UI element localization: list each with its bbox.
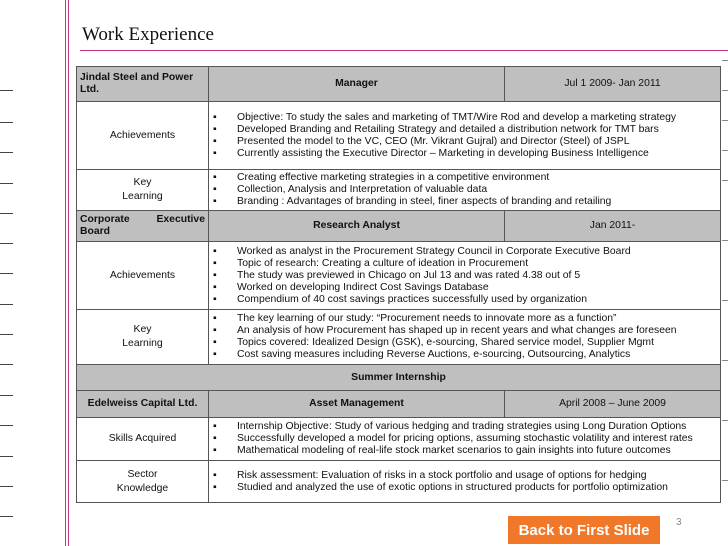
list-item: ▪ Compendium of 40 cost savings practices successfully used by organization [213,293,587,305]
section-label: Key Learning [77,170,209,211]
list-item: ▪ Branding : Advantages of branding in steel, finer aspects of branding and retailing [213,196,612,207]
section-label: Key Learning [77,310,209,365]
bullet-icon: ▪ [213,313,217,324]
margin-tick [0,395,13,396]
section-label: Achievements [77,102,209,170]
margin-tick-right [722,420,728,421]
margin-tick-right [722,360,728,361]
margin-tick [0,243,13,244]
job-header-row [77,211,721,242]
margin-tick [0,90,13,91]
bullet-icon: ▪ [213,421,217,432]
bullet-icon: ▪ [213,433,217,444]
internship-heading: Summer Internship [77,365,721,391]
section-label: Sector Knowledge [77,461,209,503]
margin-tick-right [722,150,728,151]
margin-tick-right [722,90,728,91]
bullet-list [212,421,717,457]
margin-tick [0,516,13,517]
bullet-icon: ▪ [213,325,217,336]
bullet-list-cell [209,242,721,310]
list-item: ▪ Internship Objective: Study of various hedging and trading strategies using Long Duration Options [213,421,687,432]
margin-tick [0,152,13,153]
margin-tick-right [722,300,728,301]
margin-tick [0,273,13,274]
bullet-icon: ▪ [213,257,217,269]
bullet-icon: ▪ [213,349,217,360]
job-role: Research Analyst [209,211,505,242]
achievements-row [77,102,721,170]
job-dates: Jul 1 2009- Jan 2011 [505,67,721,102]
bullet-icon: ▪ [213,469,217,481]
internship-heading-row [77,365,721,391]
list-item: ▪ Successfully developed a model for pricing options, assuming stochastic volatility and interest rates [213,433,693,444]
bullet-icon: ▪ [213,135,217,147]
work-experience-table [76,66,721,503]
list-item: ▪ Collection, Analysis and Interpretation of valuable data [213,184,488,195]
list-item: ▪ Mathematical modeling of real-life stock market scenarios to gain insights into future outcomes [213,445,671,456]
margin-tick-right [722,120,728,121]
bullet-icon: ▪ [213,481,217,493]
bullet-icon: ▪ [213,269,217,281]
skills-row [77,418,721,461]
bullet-list-cell [209,418,721,461]
margin-tick [0,334,13,335]
job-header-row [77,391,721,418]
margin-tick [0,456,13,457]
left-margin-line [65,0,66,546]
margin-tick-right [722,60,728,61]
job-header-row [77,67,721,102]
list-item: ▪ Objective: To study the sales and marketing of TMT/Wire Rod and develop a marketing strategy [213,111,677,123]
bullet-list-cell [209,310,721,365]
back-to-first-slide-button[interactable]: Back to First Slide [508,516,660,544]
margin-tick-right [722,240,728,241]
bullet-icon: ▪ [213,281,217,293]
list-item: ▪ Worked as analyst in the Procurement Strategy Council in Corporate Executive Board [213,245,631,257]
slide-title: Work Experience [82,24,214,45]
list-item: ▪ Risk assessment: Evaluation of risks in a stock portfolio and usage of options for hedging [213,469,647,481]
margin-tick [0,213,13,214]
job-role: Manager [209,67,505,102]
list-item: ▪ Creating effective marketing strategies in a competitive environment [213,172,550,183]
list-item: ▪ Currently assisting the Executive Director – Marketing in developing Business Intelligence [213,147,649,159]
list-item: ▪ Developed Branding and Retailing Strategy and detailed a distribution network for TMT bars [213,123,659,135]
list-item: ▪ Topic of research: Creating a culture of ideation in Procurement [213,257,529,269]
list-item: ▪ Studied and analyzed the use of exotic options in structured products for portfolio optimization [213,481,668,493]
bullet-icon: ▪ [213,445,217,456]
margin-tick [0,183,13,184]
list-item: ▪ The key learning of our study: “Procurement needs to innovate more as a function” [213,313,617,324]
bullet-list [212,246,717,306]
key-learning-row [77,170,721,211]
list-item: ▪ Topics covered: Idealized Design (GSK), e-sourcing, Shared service model, Supplier Mgmt [213,337,654,348]
bullet-icon: ▪ [213,337,217,348]
margin-tick [0,122,13,123]
margin-tick [0,486,13,487]
bullet-list-cell [209,461,721,503]
margin-tick-right [722,480,728,481]
section-label: Achievements [77,242,209,310]
left-margin-line-inner [68,0,69,546]
list-item: ▪ Worked on developing Indirect Cost Savings Database [213,281,489,293]
bullet-icon: ▪ [213,147,217,159]
achievements-row [77,242,721,310]
job-dates: April 2008 – June 2009 [505,391,721,418]
bullet-icon: ▪ [213,196,217,207]
bullet-icon: ▪ [213,184,217,195]
bullet-list-cell [209,170,721,211]
sector-knowledge-row [77,461,721,503]
title-underline [80,50,728,51]
list-item: ▪ Cost saving measures including Reverse Auctions, e-sourcing, Outsourcing, Analytics [213,349,631,360]
margin-tick-right [722,180,728,181]
bullet-list [212,112,717,160]
margin-tick [0,304,13,305]
bullet-icon: ▪ [213,172,217,183]
page-number: 3 [676,517,682,528]
bullet-list [212,313,717,361]
bullet-icon: ▪ [213,111,217,123]
bullet-list-cell [209,102,721,170]
company-name: Jindal Steel and Power Ltd. [77,67,209,102]
bullet-list [212,172,717,208]
company-name: Corporate Executive Board [77,211,209,242]
list-item: ▪ Presented the model to the VC, CEO (Mr. Vikrant Gujral) and Director (Steel) of JSPL [213,135,630,147]
section-label: Skills Acquired [77,418,209,461]
bullet-icon: ▪ [213,293,217,305]
bullet-icon: ▪ [213,245,217,257]
bullet-icon: ▪ [213,123,217,135]
job-dates: Jan 2011- [505,211,721,242]
list-item: ▪ An analysis of how Procurement has shaped up in recent years and what changes are foreseen [213,325,677,336]
key-learning-row [77,310,721,365]
margin-tick [0,425,13,426]
bullet-list [212,470,717,494]
list-item: ▪ The study was previewed in Chicago on Jul 13 and was rated 4.38 out of 5 [213,269,581,281]
company-name: Edelweiss Capital Ltd. [77,391,209,418]
job-role: Asset Management [209,391,505,418]
margin-tick [0,364,13,365]
